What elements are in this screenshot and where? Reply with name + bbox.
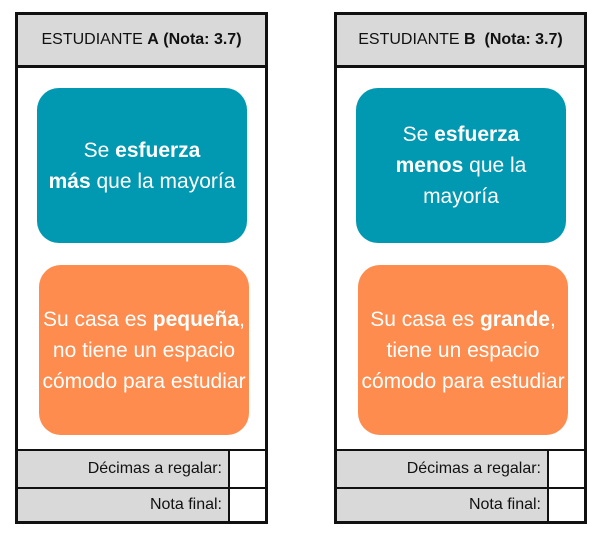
student-a-nota-final-row [18, 487, 265, 521]
effort-text-pre: Se [83, 138, 116, 162]
student-b-decimas-row [337, 449, 584, 487]
home-text-post: , no tiene un espacio cómodo para estudiar [42, 307, 246, 393]
effort-text-bold: esfuerza [115, 138, 201, 162]
student-a-nota-final-input[interactable] [230, 489, 265, 521]
effort-text-pre: Se [402, 123, 435, 146]
home-text-pre: Su casa es [43, 307, 153, 331]
effort-level: menos [395, 154, 464, 177]
student-a-decimas-input[interactable] [230, 451, 265, 487]
home-size: grande [479, 307, 550, 331]
effort-text-post: que la mayoría [423, 154, 527, 208]
student-letter: B [464, 31, 476, 48]
student-letter: A [147, 31, 159, 48]
student-grade: (Nota: 3.7) [475, 31, 563, 48]
home-size: pequeña [152, 307, 240, 331]
effort-level: más [48, 169, 91, 193]
nota-final-label: Nota final: [337, 489, 549, 521]
student-a-header [18, 15, 265, 68]
header-prefix: ESTUDIANTE [358, 31, 465, 48]
decimas-label: Décimas a regalar: [18, 451, 230, 487]
student-b-nota-final-row [337, 487, 584, 521]
home-text-post: , tiene un espacio cómodo para estudiar [361, 307, 565, 393]
home-text-pre: Su casa es [370, 307, 480, 331]
decimas-label: Décimas a regalar: [337, 451, 549, 487]
student-b-decimas-input[interactable] [549, 451, 584, 487]
effort-text-post: que la mayoría [90, 169, 236, 193]
student-b-nota-final-input[interactable] [549, 489, 584, 521]
student-b-card [334, 12, 587, 524]
student-a-card [15, 12, 268, 524]
student-grade: (Nota: 3.7) [158, 31, 242, 48]
student-b-effort-bubble [356, 88, 566, 243]
student-a-home-bubble [39, 265, 249, 435]
student-a-effort-bubble [37, 88, 247, 243]
header-prefix: ESTUDIANTE [41, 31, 148, 48]
student-a-decimas-row [18, 449, 265, 487]
effort-text-bold: esfuerza [434, 123, 520, 146]
student-b-header [337, 15, 584, 68]
nota-final-label: Nota final: [18, 489, 230, 521]
student-b-home-bubble [358, 265, 568, 435]
